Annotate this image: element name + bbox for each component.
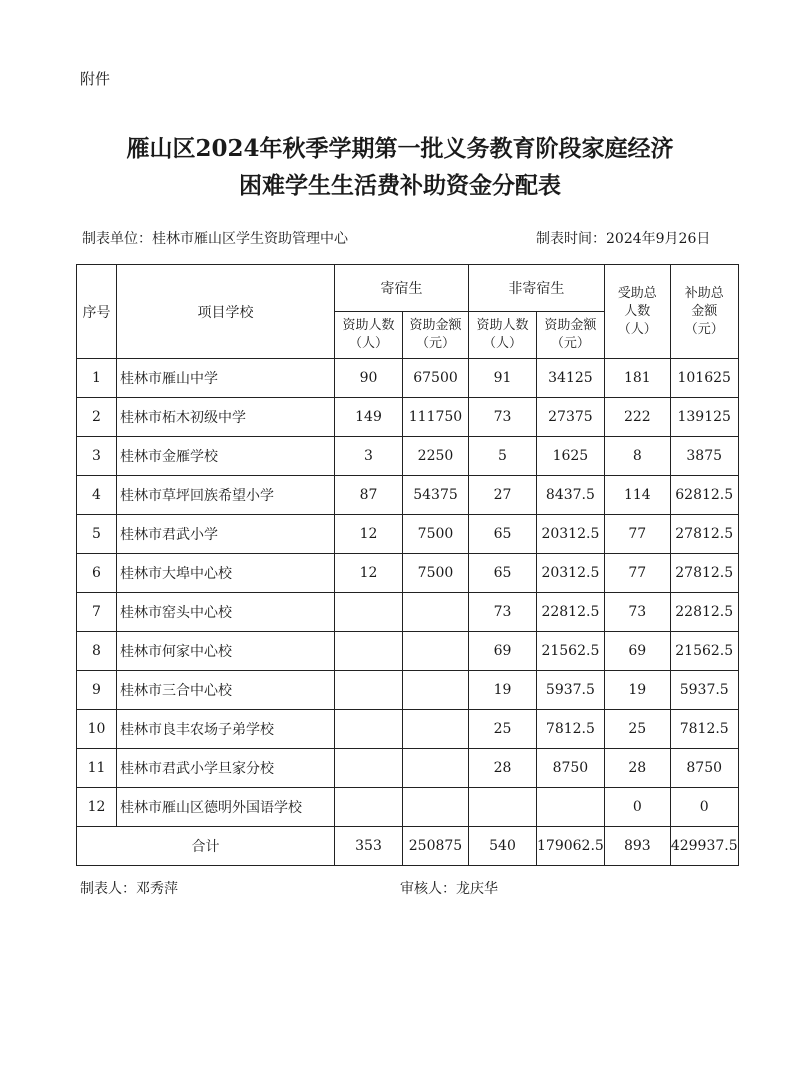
row-nonboarding-amount: [537, 788, 605, 827]
table-row: [77, 476, 739, 515]
row-nonboarding-count: 28: [469, 749, 537, 788]
row-boarding-amount: [403, 710, 469, 749]
row-total-people: 19: [604, 671, 670, 710]
header-total-people-l3: （人）: [617, 321, 657, 337]
row-seq: 2: [77, 398, 117, 437]
row-school: 桂林市金雁学校: [117, 437, 335, 476]
row-boarding-amount: 2250: [403, 437, 469, 476]
row-total-people: 181: [604, 359, 670, 398]
header-total-people: [604, 265, 670, 359]
header-nonboarding: 非寄宿生: [469, 265, 605, 312]
table-row: [77, 515, 739, 554]
row-seq: 9: [77, 671, 117, 710]
totals-row: [77, 827, 739, 866]
row-boarding-amount: [403, 593, 469, 632]
row-total-amount: 27812.5: [670, 554, 738, 593]
row-boarding-amount: [403, 749, 469, 788]
header-seq: 序号: [77, 265, 117, 359]
row-school: 桂林市草坪回族希望小学: [117, 476, 335, 515]
row-boarding-amount: 7500: [403, 554, 469, 593]
table-row: [77, 632, 739, 671]
row-total-amount: 101625: [670, 359, 738, 398]
row-total-people: 0: [604, 788, 670, 827]
header-total-amount-l2: 金额: [691, 303, 718, 319]
header-nonboarding-count: [469, 312, 537, 359]
row-school: 桂林市三合中心校: [117, 671, 335, 710]
row-total-people: 77: [604, 554, 670, 593]
document-title-line2: 困难学生生活费补助资金分配表: [239, 172, 561, 199]
row-boarding-amount: [403, 671, 469, 710]
row-nonboarding-amount: 8437.5: [537, 476, 605, 515]
row-total-amount: 7812.5: [670, 710, 738, 749]
table-row: [77, 437, 739, 476]
row-school: 桂林市何家中心校: [117, 632, 335, 671]
table-row: [77, 749, 739, 788]
row-nonboarding-amount: 5937.5: [537, 671, 605, 710]
totals-boarding-count: 353: [335, 827, 403, 866]
row-nonboarding-amount: 21562.5: [537, 632, 605, 671]
row-nonboarding-count: [469, 788, 537, 827]
header-amount-l1: 资助金额: [409, 318, 462, 333]
issuing-unit: 制表单位：桂林市雁山区学生资助管理中心: [82, 231, 348, 247]
table-row: [77, 671, 739, 710]
row-total-people: 28: [604, 749, 670, 788]
header-count-l1: 资助人数: [476, 318, 529, 333]
table-row: [77, 398, 739, 437]
row-nonboarding-amount: 27375: [537, 398, 605, 437]
header-boarding: 寄宿生: [335, 265, 469, 312]
row-total-amount: 5937.5: [670, 671, 738, 710]
totals-boarding-amount: 250875: [403, 827, 469, 866]
row-nonboarding-amount: 20312.5: [537, 554, 605, 593]
header-count-l2: （人）: [482, 336, 522, 351]
row-total-people: 69: [604, 632, 670, 671]
row-school: 桂林市良丰农场子弟学校: [117, 710, 335, 749]
row-total-people: 114: [604, 476, 670, 515]
preparer-signature: 制表人：邓秀萍: [80, 881, 178, 897]
row-total-amount: 8750: [670, 749, 738, 788]
row-nonboarding-count: 19: [469, 671, 537, 710]
row-seq: 6: [77, 554, 117, 593]
row-nonboarding-count: 5: [469, 437, 537, 476]
row-school: 桂林市雁山中学: [117, 359, 335, 398]
row-nonboarding-count: 27: [469, 476, 537, 515]
row-seq: 11: [77, 749, 117, 788]
row-boarding-count: 3: [335, 437, 403, 476]
row-boarding-count: [335, 632, 403, 671]
header-total-people-l2: 人数: [624, 303, 651, 319]
row-school: 桂林市君武小学旦家分校: [117, 749, 335, 788]
row-seq: 10: [77, 710, 117, 749]
row-seq: 8: [77, 632, 117, 671]
table-row: [77, 554, 739, 593]
header-boarding-amount: [403, 312, 469, 359]
reviewer-signature: 审核人：龙庆华: [400, 881, 498, 897]
row-nonboarding-count: 73: [469, 593, 537, 632]
table-row: [77, 593, 739, 632]
row-nonboarding-count: 65: [469, 554, 537, 593]
row-boarding-count: 87: [335, 476, 403, 515]
row-total-amount: 3875: [670, 437, 738, 476]
row-total-amount: 21562.5: [670, 632, 738, 671]
row-boarding-count: 12: [335, 554, 403, 593]
row-nonboarding-count: 91: [469, 359, 537, 398]
totals-label: 合计: [77, 827, 335, 866]
totals-nonboarding-count: 540: [469, 827, 537, 866]
row-school: 桂林市雁山区德明外国语学校: [117, 788, 335, 827]
row-school: 桂林市窑头中心校: [117, 593, 335, 632]
header-boarding-count: [335, 312, 403, 359]
header-amount-l2: （元）: [550, 336, 590, 351]
row-nonboarding-amount: 34125: [537, 359, 605, 398]
header-total-amount: [670, 265, 738, 359]
row-nonboarding-count: 69: [469, 632, 537, 671]
row-total-people: 77: [604, 515, 670, 554]
table-row: [77, 359, 739, 398]
row-boarding-amount: 54375: [403, 476, 469, 515]
row-nonboarding-count: 25: [469, 710, 537, 749]
row-seq: 7: [77, 593, 117, 632]
document-title-line1: 雁山区2024年秋季学期第一批义务教育阶段家庭经济: [126, 135, 674, 162]
header-count-l2: （人）: [348, 336, 388, 351]
row-boarding-amount: [403, 632, 469, 671]
attachment-label: 附件: [80, 70, 111, 88]
row-seq: 1: [77, 359, 117, 398]
row-boarding-count: [335, 593, 403, 632]
header-nonboarding-amount: [537, 312, 605, 359]
row-nonboarding-amount: 22812.5: [537, 593, 605, 632]
row-school: 桂林市柘木初级中学: [117, 398, 335, 437]
row-total-amount: 0: [670, 788, 738, 827]
row-seq: 12: [77, 788, 117, 827]
row-nonboarding-amount: 7812.5: [537, 710, 605, 749]
header-total-people-l1: 受助总: [617, 285, 657, 301]
row-boarding-count: 149: [335, 398, 403, 437]
table-row: [77, 788, 739, 827]
row-boarding-amount: 67500: [403, 359, 469, 398]
row-boarding-count: 12: [335, 515, 403, 554]
issue-date: 制表时间：2024年9月26日: [536, 231, 711, 247]
totals-nonboarding-amount: 179062.5: [537, 827, 605, 866]
row-seq: 5: [77, 515, 117, 554]
header-school: 项目学校: [117, 265, 335, 359]
row-total-amount: 22812.5: [670, 593, 738, 632]
totals-total-amount: 429937.5: [670, 827, 738, 866]
row-total-people: 73: [604, 593, 670, 632]
row-boarding-count: [335, 671, 403, 710]
header-row-1: [77, 265, 739, 312]
header-total-amount-l1: 补助总: [684, 285, 724, 301]
row-nonboarding-count: 65: [469, 515, 537, 554]
row-school: 桂林市君武小学: [117, 515, 335, 554]
row-total-amount: 62812.5: [670, 476, 738, 515]
row-seq: 3: [77, 437, 117, 476]
row-boarding-count: [335, 710, 403, 749]
row-boarding-count: [335, 749, 403, 788]
header-total-amount-l3: （元）: [684, 321, 724, 337]
row-nonboarding-amount: 20312.5: [537, 515, 605, 554]
row-nonboarding-count: 73: [469, 398, 537, 437]
header-count-l1: 资助人数: [342, 318, 395, 333]
row-school: 桂林市大埠中心校: [117, 554, 335, 593]
totals-total-people: 893: [604, 827, 670, 866]
row-boarding-amount: 111750: [403, 398, 469, 437]
allocation-table: [76, 264, 739, 866]
table-row: [77, 710, 739, 749]
row-seq: 4: [77, 476, 117, 515]
row-total-people: 8: [604, 437, 670, 476]
row-boarding-amount: 7500: [403, 515, 469, 554]
header-amount-l1: 资助金额: [544, 318, 597, 333]
header-amount-l2: （元）: [415, 336, 455, 351]
row-total-people: 25: [604, 710, 670, 749]
row-total-amount: 27812.5: [670, 515, 738, 554]
row-total-amount: 139125: [670, 398, 738, 437]
row-boarding-count: 90: [335, 359, 403, 398]
row-boarding-count: [335, 788, 403, 827]
row-nonboarding-amount: 1625: [537, 437, 605, 476]
row-nonboarding-amount: 8750: [537, 749, 605, 788]
row-boarding-amount: [403, 788, 469, 827]
row-total-people: 222: [604, 398, 670, 437]
